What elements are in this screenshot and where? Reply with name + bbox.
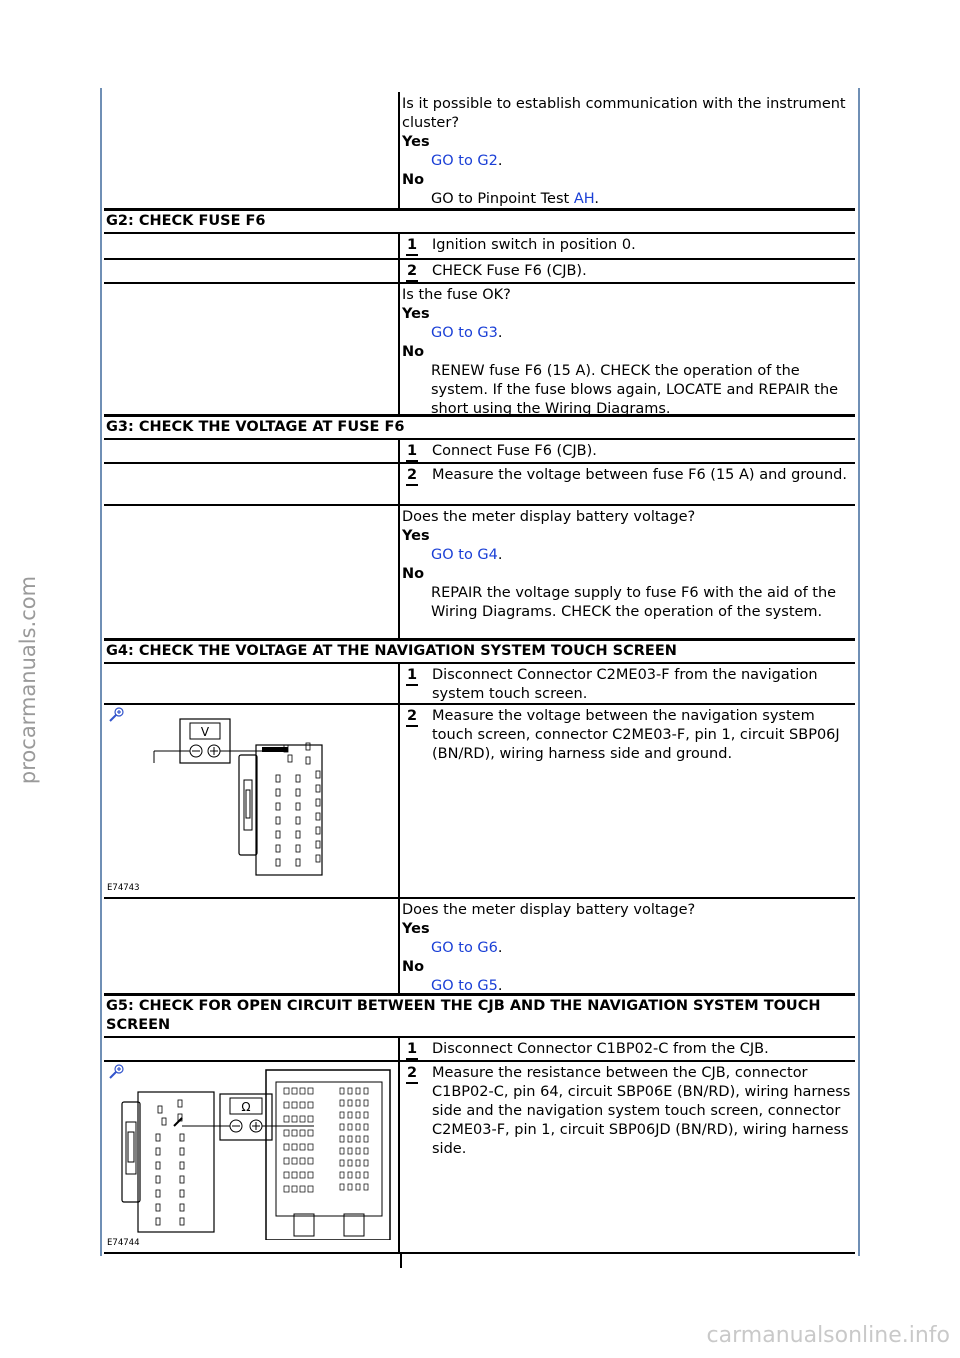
table-row <box>104 705 855 899</box>
no-action-text: REPAIR the voltage supply to fuse F6 with the aid of the Wiring Diagrams. CHECK the operation of the system. <box>431 585 837 620</box>
margin-line-right <box>858 88 860 1256</box>
step-number: 2 <box>406 467 418 486</box>
figure-id: E74743 <box>107 883 140 893</box>
table-row: Is the fuse OK? Yes GO to G3. No RENEW fuse F6 (15 A). CHECK the operation of the system. If the fuse blows again, LOCATE and REPAIR the short using the Wiring Diagrams. <box>104 284 855 416</box>
yes-label: Yes <box>402 921 430 937</box>
table-row <box>104 1038 855 1062</box>
step-number: 1 <box>406 237 418 256</box>
no-label: No <box>402 172 425 188</box>
step-text: Measure the resistance between the CJB, connector C1BP02-C, pin 64, circuit SBP06E (BN/RD), wiring harness side and the navigation system touch screen, connector C2ME03-F, pin 1, circuit SBP06JD (BN/RD), wiring harness side. <box>432 1065 851 1157</box>
figure-id: E74744 <box>107 1238 140 1248</box>
step-text: Ignition switch in position 0. <box>432 237 636 253</box>
table-row <box>104 92 855 210</box>
table-tail <box>104 1254 855 1268</box>
section-heading-g4: G4: CHECK THE VOLTAGE AT THE NAVIGATION SYSTEM TOUCH SCREEN <box>104 640 855 664</box>
no-label: No <box>402 959 425 975</box>
no-action-text: RENEW fuse F6 (15 A). CHECK the operation of the system. If the fuse blows again, LOCATE and REPAIR the short using the Wiring Diagrams. <box>431 363 839 417</box>
step-text: Disconnect Connector C2ME03-F from the navigation system touch screen. <box>432 667 818 702</box>
table-row <box>104 440 855 464</box>
step-number: 2 <box>406 263 418 282</box>
no-label: No <box>402 566 425 582</box>
figure-cell <box>104 1062 400 1252</box>
question-text: Is the fuse OK? <box>402 287 511 303</box>
step-text: Disconnect Connector C1BP02-C from the CJB. <box>432 1041 769 1057</box>
blank-cell <box>104 92 400 208</box>
watermark-left <box>8 560 48 800</box>
step-number: 1 <box>406 1041 418 1060</box>
meter-label: V <box>200 725 210 739</box>
meter-label: Ω <box>241 1100 251 1114</box>
step-number: 1 <box>406 443 418 462</box>
go-to-g3-link[interactable]: GO to G3 <box>431 325 498 341</box>
yes-label: Yes <box>402 134 430 150</box>
section-heading-g3: G3: CHECK THE VOLTAGE AT FUSE F6 <box>104 416 855 440</box>
step-text: CHECK Fuse F6 (CJB). <box>432 263 587 279</box>
question-text: Is it possible to establish communication with the instrument cluster? <box>402 96 846 131</box>
step-number: 2 <box>406 708 418 727</box>
section-heading-g5: G5: CHECK FOR OPEN CIRCUIT BETWEEN THE CJB AND THE NAVIGATION SYSTEM TOUCH SCREEN <box>104 995 855 1038</box>
yes-label: Yes <box>402 306 430 322</box>
go-to-g5-link[interactable]: GO to G5 <box>431 978 498 994</box>
table-row: Does the meter display battery voltage? Yes GO to G6. No GO to G5. <box>104 899 855 995</box>
step-text: Connect Fuse F6 (CJB). <box>432 443 597 459</box>
zoom-icon[interactable] <box>108 707 124 723</box>
go-to-g2-link[interactable]: GO to G2 <box>431 153 498 169</box>
no-label: No <box>402 344 425 360</box>
question-text: Does the meter display battery voltage? <box>402 902 696 918</box>
watermark-bottom: carmanualsonline.info <box>706 1323 950 1348</box>
answer-cell: Is it possible to establish communication with the instrument cluster? Yes GO to G2. No GO to Pinpoint Test AH. <box>400 92 855 208</box>
figure-cell <box>104 705 400 897</box>
voltage-measurement-diagram <box>144 715 374 883</box>
step-number: 2 <box>406 1065 418 1084</box>
margin-line-left <box>100 88 102 1256</box>
step-text: Measure the voltage between fuse F6 (15 A) and ground. <box>432 467 847 483</box>
table-row <box>104 464 855 506</box>
watermark-left-text: procarmanuals.com <box>16 575 40 785</box>
resistance-measurement-diagram <box>108 1066 396 1240</box>
table-row: Does the meter display battery voltage? Yes GO to G4. No REPAIR the voltage supply to fuse F6 with the aid of the Wiring Diagrams. CHECK the operation of the system. <box>104 506 855 640</box>
table-row <box>104 1062 855 1254</box>
table-row <box>104 234 855 260</box>
procedure-table <box>104 92 855 1268</box>
step-number: 1 <box>406 667 418 686</box>
question-text: Does the meter display battery voltage? <box>402 509 696 525</box>
yes-label: Yes <box>402 528 430 544</box>
pinpoint-test-ah-link[interactable]: AH <box>573 191 595 207</box>
step-text: Measure the voltage between the navigation system touch screen, connector C2ME03-F, pin 1, circuit SBP06J (BN/RD), wiring harness side and ground. <box>432 708 840 762</box>
go-to-g6-link[interactable]: GO to G6 <box>431 940 498 956</box>
section-heading-g2: G2: CHECK FUSE F6 <box>104 210 855 234</box>
table-row <box>104 260 855 284</box>
go-to-g4-link[interactable]: GO to G4 <box>431 547 498 563</box>
table-row <box>104 664 855 705</box>
